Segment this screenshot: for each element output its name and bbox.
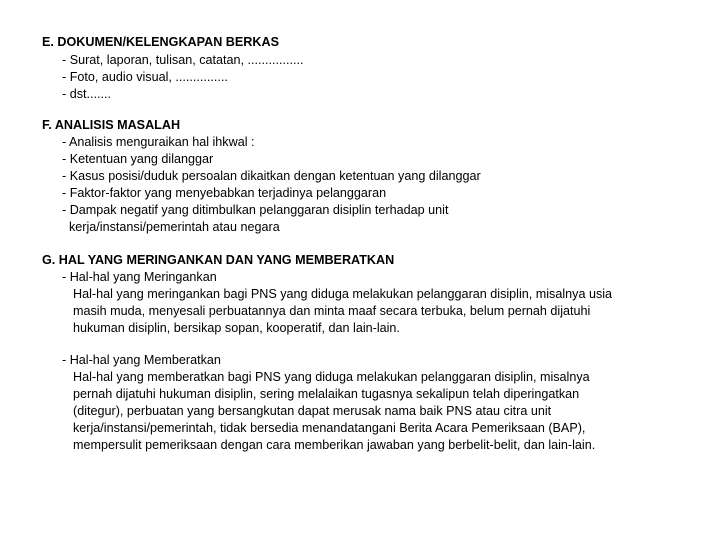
section-f-item: - Analisis menguraikan hal ihkwal : [62, 135, 255, 149]
memberatkan-text-line: mempersulit pemeriksaan dengan cara memberikan jawaban yang berbelit-belit, dan lain-lain. [73, 438, 596, 452]
section-f-item-continuation: kerja/instansi/pemerintah atau negara [69, 220, 280, 234]
section-f-heading: F. ANALISIS MASALAH [42, 118, 181, 132]
section-f-item: - Kasus posisi/duduk persoalan dikaitkan dengan ketentuan yang dilanggar [62, 169, 481, 183]
section-f-item: - Faktor-faktor yang menyebabkan terjadinya pelanggaran [62, 186, 387, 200]
section-f-item: - Ketentuan yang dilanggar [62, 152, 214, 166]
memberatkan-text-line: pernah dijatuhi hukuman disiplin, sering melalaikan tugasnya sekalipun telah diperingatkan [73, 387, 580, 401]
memberatkan-text-line: Hal-hal yang memberatkan bagi PNS yang diduga melakukan pelanggaran disiplin, misalnya [73, 370, 590, 384]
meringankan-text-line: Hal-hal yang meringankan bagi PNS yang diduga melakukan pelanggaran disiplin, misalnya usia [73, 287, 613, 301]
section-e-heading: E. DOKUMEN/KELENGKAPAN BERKAS [42, 35, 279, 49]
section-f-item: - Dampak negatif yang ditimbulkan pelanggaran disiplin terhadap unit [62, 203, 449, 217]
memberatkan-text-line: (ditegur), perbuatan yang bersangkutan dapat merusak nama baik PNS atau citra unit [73, 404, 552, 418]
memberatkan-title: - Hal-hal yang Memberatkan [62, 353, 221, 367]
meringankan-text-line: hukuman disiplin, bersikap sopan, kooperatif, dan lain-lain. [73, 321, 400, 335]
memberatkan-text-line: kerja/instansi/pemerintah, tidak bersedia menandatangani Berita Acara Pemeriksaan (BAP), [73, 421, 586, 435]
section-e-item: - dst....... [62, 87, 111, 101]
section-g-heading: G. HAL YANG MERINGANKAN DAN YANG MEMBERATKAN [42, 253, 395, 267]
meringankan-text-line: masih muda, menyesali perbuatannya dan minta maaf secara terbuka, belum pernah dijatuhi [73, 304, 591, 318]
section-e-item: - Foto, audio visual, ............... [62, 70, 228, 84]
section-e-item: - Surat, laporan, tulisan, catatan, ................ [62, 53, 304, 67]
meringankan-title: - Hal-hal yang Meringankan [62, 270, 217, 284]
